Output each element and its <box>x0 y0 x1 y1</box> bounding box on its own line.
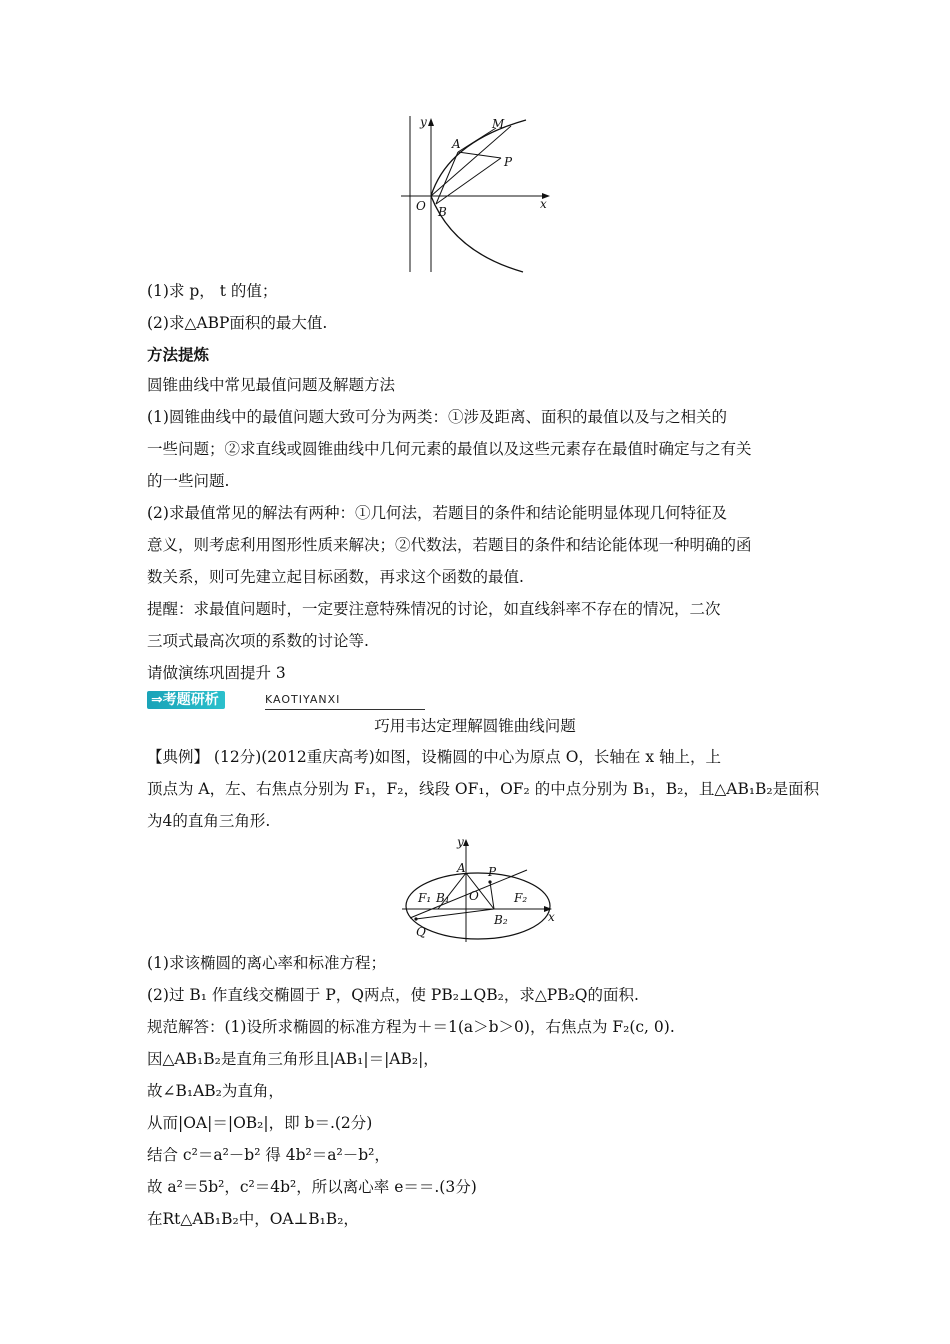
method-heading: 方法提炼 <box>147 345 210 364</box>
method-tip-line: 提醒：求最值问题时，一定要注意特殊情况的讨论，如直线斜率不存在的情况，二次 <box>147 600 721 618</box>
line-om <box>431 126 511 196</box>
banner-rule <box>265 709 425 710</box>
solution-line: 因△AB₁B₂是直角三角形且|AB₁|＝|AB₂|， <box>147 1050 439 1068</box>
y-axis-arrow <box>428 118 434 126</box>
solution-line: 结合 c²＝a²－b² 得 4b²＝a²－b²， <box>147 1146 390 1164</box>
practice-note: 请做演练巩固提升 3 <box>147 664 286 682</box>
point-p <box>488 880 491 883</box>
fig1-p-label: P <box>504 155 513 169</box>
solution-line: 故 a²＝5b²，c²＝4b²，所以离心率 e＝＝.(3分) <box>147 1178 477 1196</box>
line-am <box>458 128 496 152</box>
ellipse-curve <box>406 873 550 939</box>
example-line: 顶点为 A，左、右焦点分别为 F₁，F₂，线段 OF₁，OF₂ 的中点分别为 B₁，B₂，且△AB₁B₂是面积 <box>147 780 820 798</box>
fig1-x-label: x <box>540 197 547 211</box>
fig2-f1-label: F₁ <box>418 891 432 905</box>
section-title: 巧用韦达定理解圆锥曲线问题 <box>374 717 576 735</box>
method-p1-line: (1)圆锥曲线中的最值问题大致可分为两类：①涉及距离、面积的最值以及与之相关的 <box>147 408 727 426</box>
ellipse-figure <box>402 836 562 944</box>
fig2-b2-label: B₂ <box>494 913 508 927</box>
example-line: 【典例】 (12分)(2012重庆高考)如图，设椭圆的中心为原点 O，长轴在 x 轴上，上 <box>147 748 722 766</box>
fig1-m-label: M <box>492 117 505 131</box>
fig2-a-label: A <box>457 861 466 875</box>
y-axis-arrow <box>463 839 469 846</box>
fig1-a-label: A <box>452 137 461 151</box>
fig1-o-label: O <box>416 199 426 213</box>
method-p1-line: 的一些问题. <box>147 472 230 490</box>
method-subheading: 圆锥曲线中常见最值问题及解题方法 <box>147 376 396 394</box>
example-line: 为4的直角三角形. <box>147 812 271 830</box>
solution-line: 从而|OA|＝|OB₂|，即 b＝.(2分) <box>147 1114 373 1132</box>
fig1-b-label: B <box>438 205 447 219</box>
banner-tag: ⇒考题研析 <box>147 691 225 709</box>
fig2-o-label: O <box>469 889 479 903</box>
solution-line: 规范解答：(1)设所求椭圆的标准方程为＋＝1(a＞b＞0)，右焦点为 F₂(c, 0). <box>147 1018 675 1036</box>
fig2-b1-label: B₁ <box>436 891 450 905</box>
fig2-y-label: y <box>457 836 464 849</box>
question-1-1: (1)求 p， t 的值； <box>147 282 278 300</box>
solution-line: 在Rt△AB₁B₂中，OA⊥B₁B₂， <box>147 1210 359 1228</box>
question-2-2: (2)过 B₁ 作直线交椭圆于 P，Q两点，使 PB₂⊥QB₂，求△PB₂Q的面积. <box>147 986 639 1004</box>
method-p1-line: 一些问题；②求直线或圆锥曲线中几何元素的最值以及这些元素存在最值时确定与之有关 <box>147 440 752 458</box>
question-1-2: (2)求△ABP面积的最大值. <box>147 314 328 332</box>
method-p2-line: 意义，则考虑利用图形性质来解决；②代数法，若题目的条件和结论能体现一种明确的函 <box>147 536 752 554</box>
parabola-figure <box>398 112 558 274</box>
banner-subtitle: KAOTIYANXI <box>265 693 341 706</box>
method-tip-line: 三项式最高次项的系数的讨论等. <box>147 632 369 650</box>
solution-line: 故∠B₁AB₂为直角， <box>147 1082 284 1100</box>
fig1-y-label: y <box>420 115 427 129</box>
fig2-p-label: P <box>488 865 497 879</box>
method-p2-line: 数关系，则可先建立起目标函数，再求这个函数的最值. <box>147 568 524 586</box>
fig2-q-label: Q <box>416 925 426 939</box>
point-q <box>414 917 417 920</box>
question-2-1: (1)求该椭圆的离心率和标准方程； <box>147 954 386 972</box>
fig2-f2-label: F₂ <box>514 891 528 905</box>
method-p2-line: (2)求最值常见的解法有两种：①几何法，若题目的条件和结论能明显体现几何特征及 <box>147 504 727 522</box>
section-banner <box>147 691 427 713</box>
fig2-x-label: x <box>548 910 555 924</box>
